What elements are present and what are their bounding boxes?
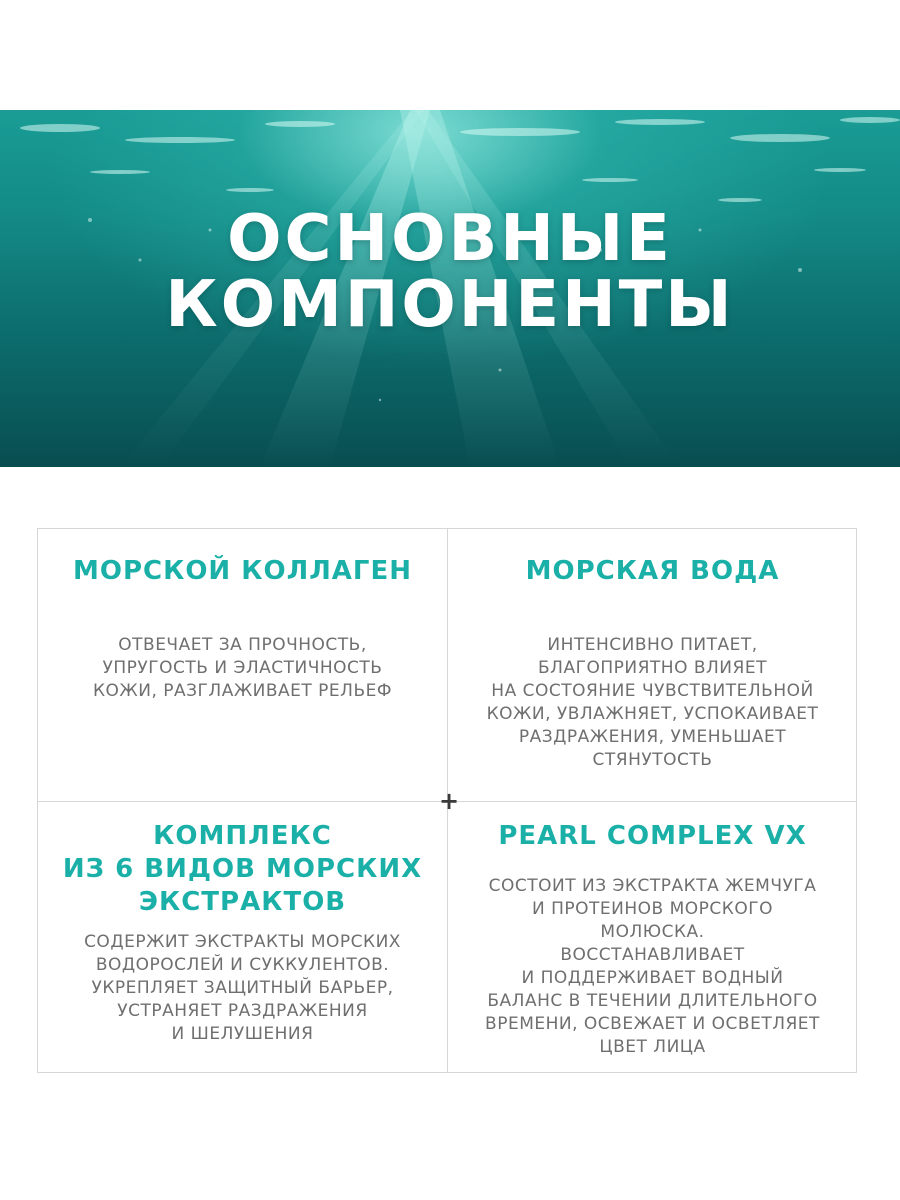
plus-icon: + [439,787,460,815]
component-title-line: PEARL COMPLEX VX [498,821,807,851]
component-title-line: ЭКСТРАКТОВ [138,887,347,917]
component-description [448,634,857,772]
hero-banner [0,110,900,467]
component-card-sea-water [448,529,857,772]
component-description [38,931,447,1046]
description-line: КОЖИ, УВЛАЖНЯЕТ, УСПОКАИВАЕТ [486,704,819,724]
description-line: ВРЕМЕНИ, ОСВЕЖАЕТ И ОСВЕТЛЯЕТ [485,1014,820,1034]
component-title [38,820,447,919]
component-title [448,820,857,853]
page-title [0,202,900,342]
description-line: БАЛАНС В ТЕЧЕНИИ ДЛИТЕЛЬНОГО [487,991,818,1011]
component-description [448,875,857,1059]
title-line: КОМПОНЕНТЫ [165,268,735,342]
description-line: БЛАГОПРИЯТНО ВЛИЯЕТ [538,658,767,678]
description-line: ОТВЕЧАЕТ ЗА ПРОЧНОСТЬ, [118,635,367,655]
component-title [448,555,857,588]
description-line: ВОССТАНАВЛИВАЕТ [560,945,745,965]
description-line: СОСТОИТ ИЗ ЭКСТРАКТА ЖЕМЧУГА [488,876,817,896]
description-line: СОДЕРЖИТ ЭКСТРАКТЫ МОРСКИХ [84,932,401,952]
description-line: КОЖИ, РАЗГЛАЖИВАЕТ РЕЛЬЕФ [92,681,392,701]
description-line: И ПОДДЕРЖИВАЕТ ВОДНЫЙ [521,968,784,988]
component-title [38,555,447,588]
component-title-line: МОРСКОЙ КОЛЛАГЕН [72,556,413,586]
description-line: И ШЕЛУШЕНИЯ [171,1024,314,1044]
component-card-marine-extracts [38,802,447,1046]
description-line: И ПРОТЕИНОВ МОРСКОГО [532,899,773,919]
description-line: СТЯНУТОСТЬ [592,750,713,770]
component-title-line: ИЗ 6 ВИДОВ МОРСКИХ [62,854,423,884]
description-line: НА СОСТОЯНИЕ ЧУВСТВИТЕЛЬНОЙ [491,681,814,701]
description-line: РАЗДРАЖЕНИЯ, УМЕНЬШАЕТ [518,727,787,747]
title-line: ОСНОВНЫЕ [227,202,673,276]
description-line: МОЛЮСКА. [600,922,705,942]
component-card-pearl-complex [448,802,857,1059]
description-line: УСТРАНЯЕТ РАЗДРАЖЕНИЯ [117,1001,368,1021]
component-title-line: МОРСКАЯ ВОДА [525,556,780,586]
description-line: ЦВЕТ ЛИЦА [599,1037,706,1057]
components-grid [37,528,857,1073]
component-card-marine-collagen [38,529,447,703]
description-line: ИНТЕНСИВНО ПИТАЕТ, [547,635,758,655]
description-line: УКРЕПЛЯЕТ ЗАЩИТНЫЙ БАРЬЕР, [91,978,394,998]
description-line: УПРУГОСТЬ И ЭЛАСТИЧНОСТЬ [102,658,383,678]
component-description [38,634,447,703]
component-title-line: КОМПЛЕКС [153,821,332,851]
description-line: ВОДОРОСЛЕЙ И СУККУЛЕНТОВ. [95,955,390,975]
